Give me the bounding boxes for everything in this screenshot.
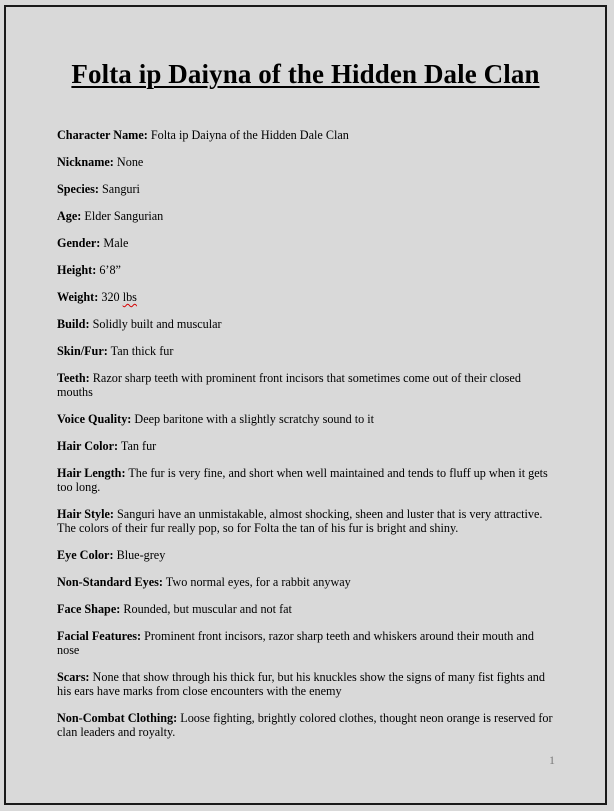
field-label: Age: bbox=[57, 209, 82, 223]
field-face-shape bbox=[57, 602, 557, 616]
field-value: Deep baritone with a slightly scratchy sound to it bbox=[131, 412, 375, 426]
field-value: Blue-grey bbox=[113, 548, 166, 562]
field-value: Tan thick fur bbox=[107, 344, 174, 358]
field-value: Tan fur bbox=[118, 439, 157, 453]
field-value: Folta ip Daiyna of the Hidden Dale Clan bbox=[147, 128, 349, 142]
field-label: Facial Features: bbox=[57, 629, 142, 643]
field-value: None bbox=[113, 155, 144, 169]
field-gender bbox=[57, 236, 557, 250]
field-hair-style bbox=[57, 507, 557, 535]
field-value: 6’8” bbox=[96, 263, 121, 277]
field-label: Face Shape: bbox=[57, 602, 121, 616]
field-label: Skin/Fur: bbox=[57, 344, 108, 358]
field-label: Character Name: bbox=[57, 128, 148, 142]
field-label: Hair Length: bbox=[57, 466, 126, 480]
document-title: Folta ip Daiyna of the Hidden Dale Clan bbox=[71, 59, 540, 89]
field-facial-features bbox=[57, 629, 557, 657]
field-value: Prominent front incisors, razor sharp teeth and whiskers around their mouth and nose bbox=[57, 629, 534, 657]
field-label: Build: bbox=[57, 317, 90, 331]
field-label: Non-Combat Clothing: bbox=[57, 711, 178, 725]
field-label: Height: bbox=[57, 263, 97, 277]
field-label: Species: bbox=[57, 182, 99, 196]
field-species bbox=[57, 182, 557, 196]
document-page bbox=[4, 5, 607, 805]
field-value: Rounded, but muscular and not fat bbox=[120, 602, 292, 616]
field-hair-color bbox=[57, 439, 557, 453]
field-label: Voice Quality: bbox=[57, 412, 132, 426]
field-value: Male bbox=[100, 236, 129, 250]
field-label: Scars: bbox=[57, 670, 90, 684]
field-label: Hair Color: bbox=[57, 439, 119, 453]
character-fields bbox=[57, 128, 557, 752]
field-value: The fur is very fine, and short when well maintained and tends to fluff up when it gets too long. bbox=[57, 466, 548, 494]
field-hair-length bbox=[57, 466, 557, 494]
field-build bbox=[57, 317, 557, 331]
field-voice-quality bbox=[57, 412, 557, 426]
field-value: Sanguri have an unmistakable, almost shocking, sheen and luster that is very attractive. The colors of their fur really pop, so for Folta the tan of his fur is bright and shiny. bbox=[57, 507, 543, 535]
field-teeth bbox=[57, 371, 557, 399]
field-age bbox=[57, 209, 557, 223]
field-value: None that show through his thick fur, but his knuckles show the signs of many fist fights and his ears have marks from close encounters with the enemy bbox=[57, 670, 545, 698]
field-character-name bbox=[57, 128, 557, 142]
field-label: Gender: bbox=[57, 236, 101, 250]
field-skin-fur bbox=[57, 344, 557, 358]
field-label: Teeth: bbox=[57, 371, 90, 385]
field-label: Non-Standard Eyes: bbox=[57, 575, 163, 589]
field-label: Nickname: bbox=[57, 155, 114, 169]
field-value: Elder Sangurian bbox=[81, 209, 164, 223]
field-non-standard-eyes bbox=[57, 575, 557, 589]
field-eye-color bbox=[57, 548, 557, 562]
field-height bbox=[57, 263, 557, 277]
field-weight bbox=[57, 290, 557, 304]
field-value: 320 bbox=[98, 290, 123, 304]
page-number: 1 bbox=[549, 753, 555, 767]
field-non-combat-clothing bbox=[57, 711, 557, 739]
field-value: Loose fighting, brightly colored clothes, thought neon orange is reserved for clan leaders and royalty. bbox=[57, 711, 553, 739]
field-label: Eye Color: bbox=[57, 548, 114, 562]
field-value: Two normal eyes, for a rabbit anyway bbox=[162, 575, 351, 589]
field-value: Sanguri bbox=[98, 182, 140, 196]
field-label: Weight: bbox=[57, 290, 99, 304]
field-scars bbox=[57, 670, 557, 698]
spellcheck-flagged-word[interactable]: lbs bbox=[122, 290, 137, 304]
field-nickname bbox=[57, 155, 557, 169]
field-value: Razor sharp teeth with prominent front incisors that sometimes come out of their closed mouths bbox=[57, 371, 521, 399]
field-value: Solidly built and muscular bbox=[89, 317, 222, 331]
field-label: Hair Style: bbox=[57, 507, 114, 521]
